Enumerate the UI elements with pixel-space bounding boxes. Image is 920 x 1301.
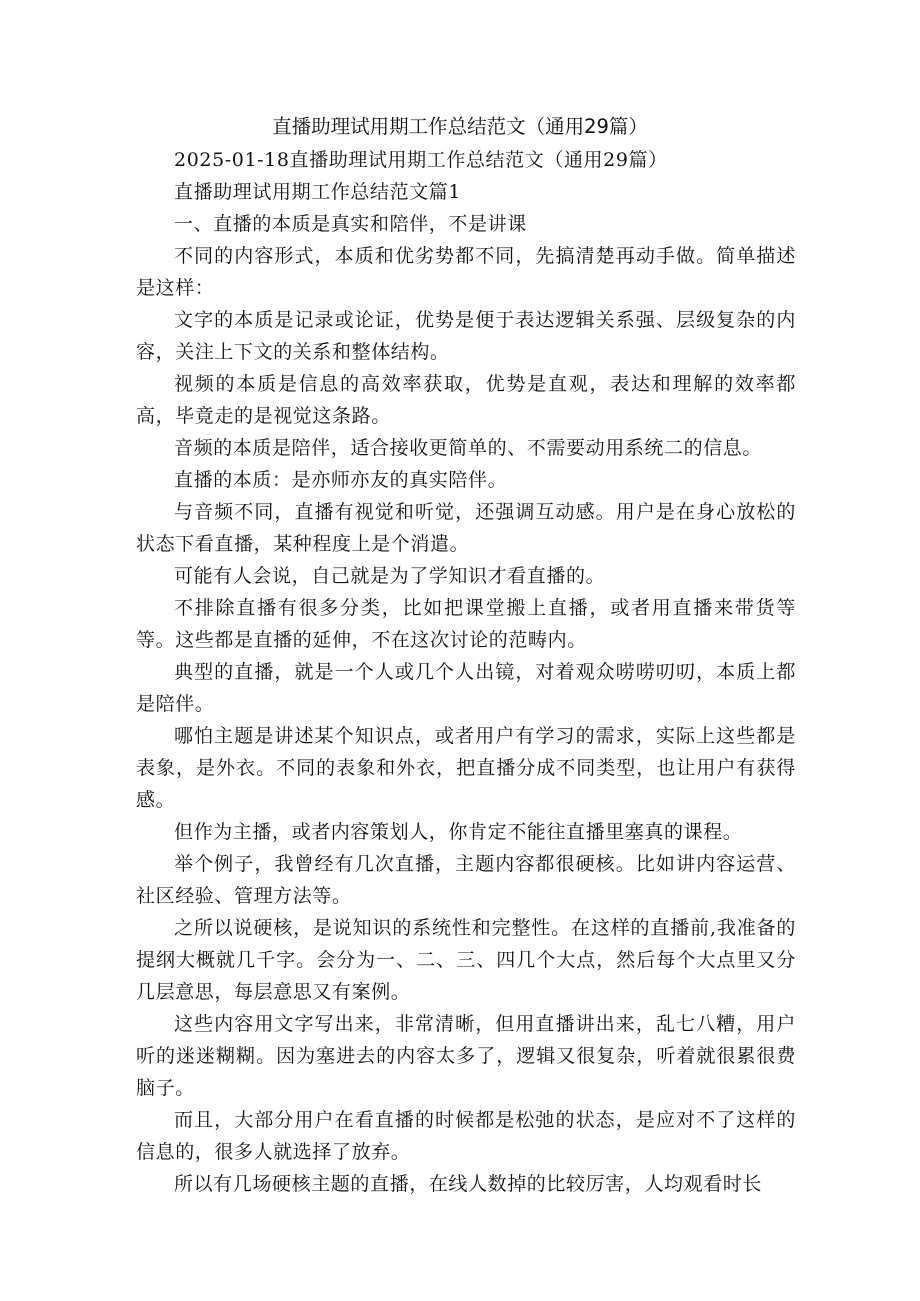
body-paragraph: 所以有几场硬核主题的直播，在线人数掉的比较厉害，人均观看时长: [174, 1173, 763, 1195]
body-paragraph: 举个例子，我曾经有几次直播，主题内容都很硬核。比如讲内容运营、社区经验、管理方法等。: [136, 853, 796, 907]
body-paragraph: 但作为主播，或者内容策划人，你肯定不能往直播里塞真的课程。: [174, 821, 743, 843]
body-paragraph: 与音频不同，直播有视觉和听觉，还强调互动感。用户是在身心放松的状态下看直播，某种程度上是个消遣。: [136, 501, 796, 555]
body-paragraph: 可能有人会说，自己就是为了学知识才看直播的。: [174, 565, 606, 587]
document-body: [136, 144, 796, 1200]
section-heading: 直播助理试用期工作总结范文篇1: [174, 181, 462, 203]
date-line: 2025-01-18直播助理试用期工作总结范文（通用29篇）: [174, 149, 668, 171]
body-paragraph: 文字的本质是记录或论证，优势是便于表达逻辑关系强、层级复杂的内容，关注上下文的关系和整体结构。: [136, 309, 796, 363]
body-paragraph: 之所以说硬核，是说知识的系统性和完整性。在这样的直播前,我准备的提纲大概就几千字。会分为一、二、三、四几个大点，然后每个大点里又分几层意思，每层意思又有案例。: [136, 917, 796, 1003]
body-paragraph: 典型的直播，就是一个人或几个人出镜，对着观众唠唠叨叨，本质上都是陪伴。: [136, 661, 796, 715]
body-paragraph: 不同的内容形式，本质和优劣势都不同，先搞清楚再动手做。简单描述是这样：: [136, 245, 796, 299]
document-title: 直播助理试用期工作总结范文（通用29篇）: [272, 115, 648, 138]
subsection-heading: 一、直播的本质是真实和陪伴，不是讲课: [174, 213, 527, 235]
body-paragraph: 而且，大部分用户在看直播的时候都是松弛的状态，是应对不了这样的信息的，很多人就选择了放弃。: [136, 1109, 796, 1163]
body-paragraph: 哪怕主题是讲述某个知识点，或者用户有学习的需求，实际上这些都是表象，是外衣。不同的表象和外衣，把直播分成不同类型，也让用户有获得感。: [136, 725, 796, 811]
body-paragraph: 不排除直播有很多分类，比如把课堂搬上直播，或者用直播来带货等等。这些都是直播的延伸，不在这次讨论的范畴内。: [136, 597, 796, 651]
body-paragraph: 视频的本质是信息的高效率获取，优势是直观，表达和理解的效率都高，毕竟走的是视觉这条路。: [136, 373, 796, 427]
body-paragraph: 这些内容用文字写出来，非常清晰，但用直播讲出来，乱七八糟，用户听的迷迷糊糊。因为塞进去的内容太多了，逻辑又很复杂，听着就很累很费脑子。: [136, 1013, 796, 1099]
body-paragraph: 音频的本质是陪伴，适合接收更简单的、不需要动用系统二的信息。: [174, 437, 763, 459]
body-paragraph: 直播的本质：是亦师亦友的真实陪伴。: [174, 469, 508, 491]
